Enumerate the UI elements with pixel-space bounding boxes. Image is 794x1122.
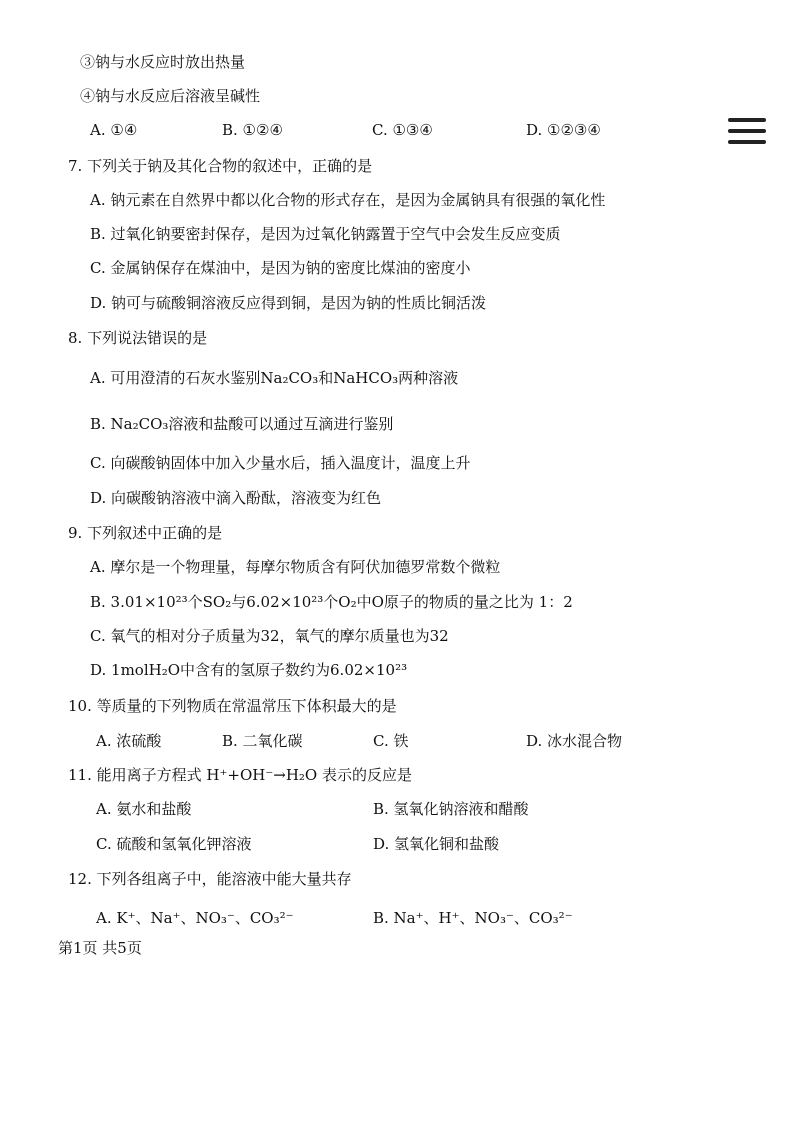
q8-option-a: A. 可用澄清的石灰水鉴别Na₂CO₃和NaHCO₃两种溶液	[90, 369, 459, 387]
hamburger-menu-icon[interactable]	[728, 118, 766, 148]
q11-option-c: C. 硫酸和氢氧化钾溶液	[96, 835, 252, 853]
q12-stem: 12. 下列各组离子中，能溶液中能大量共存	[68, 870, 352, 888]
q11-stem: 11. 能用离子方程式 H⁺+OH⁻→H₂O 表示的反应是	[68, 766, 412, 784]
q6-option-a: A. ①④	[90, 121, 138, 139]
q9-option-d: D. 1molH₂O中含有的氢原子数约为6.02×10²³	[90, 661, 408, 679]
q10-option-c: C. 铁	[373, 732, 409, 750]
q10-option-a: A. 浓硫酸	[96, 732, 162, 750]
q6-item-4: ④钠与水反应后溶液呈碱性	[80, 87, 261, 105]
q8-option-d: D. 向碳酸钠溶液中滴入酚酞，溶液变为红色	[90, 489, 382, 507]
q9-option-b: B. 3.01×10²³个SO₂与6.02×10²³个O₂中O原子的物质的量之比为 1：2	[90, 593, 573, 611]
q8-stem: 8. 下列说法错误的是	[68, 329, 208, 347]
q6-option-c: C. ①③④	[372, 121, 433, 139]
q6-option-d: D. ①②③④	[526, 121, 601, 139]
q11-option-b: B. 氢氧化钠溶液和醋酸	[373, 800, 529, 818]
q12-option-a: A. K⁺、Na⁺、NO₃⁻、CO₃²⁻	[96, 909, 294, 927]
q10-option-b: B. 二氧化碳	[222, 732, 303, 750]
q9-option-c: C. 氧气的相对分子质量为32，氧气的摩尔质量也为32	[90, 627, 449, 645]
q8-option-c: C. 向碳酸钠固体中加入少量水后，插入温度计，温度上升	[90, 454, 471, 472]
q7-option-d: D. 钠可与硫酸铜溶液反应得到铜，是因为钠的性质比铜活泼	[90, 294, 487, 312]
q7-option-a: A. 钠元素在自然界中都以化合物的形式存在，是因为金属钠具有很强的氧化性	[90, 191, 606, 209]
q7-option-b: B. 过氧化钠要密封保存，是因为过氧化钠露置于空气中会发生反应变质	[90, 225, 561, 243]
q9-stem: 9. 下列叙述中正确的是	[68, 524, 223, 542]
q10-stem: 10. 等质量的下列物质在常温常压下体积最大的是	[68, 697, 397, 715]
q11-option-d: D. 氢氧化铜和盐酸	[373, 835, 500, 853]
q12-option-b: B. Na⁺、H⁺、NO₃⁻、CO₃²⁻	[373, 909, 573, 927]
q10-option-d: D. 冰水混合物	[526, 732, 623, 750]
q9-option-a: A. 摩尔是一个物理量，每摩尔物质含有阿伏加德罗常数个微粒	[90, 558, 501, 576]
q8-option-b: B. Na₂CO₃溶液和盐酸可以通过互滴进行鉴别	[90, 415, 394, 433]
page-footer: 第1页 共5页	[58, 939, 142, 957]
q6-item-3: ③钠与水反应时放出热量	[80, 53, 246, 71]
q11-option-a: A. 氨水和盐酸	[96, 800, 192, 818]
q7-option-c: C. 金属钠保存在煤油中，是因为钠的密度比煤油的密度小	[90, 259, 471, 277]
q7-stem: 7. 下列关于钠及其化合物的叙述中，正确的是	[68, 157, 373, 175]
q6-option-b: B. ①②④	[222, 121, 283, 139]
